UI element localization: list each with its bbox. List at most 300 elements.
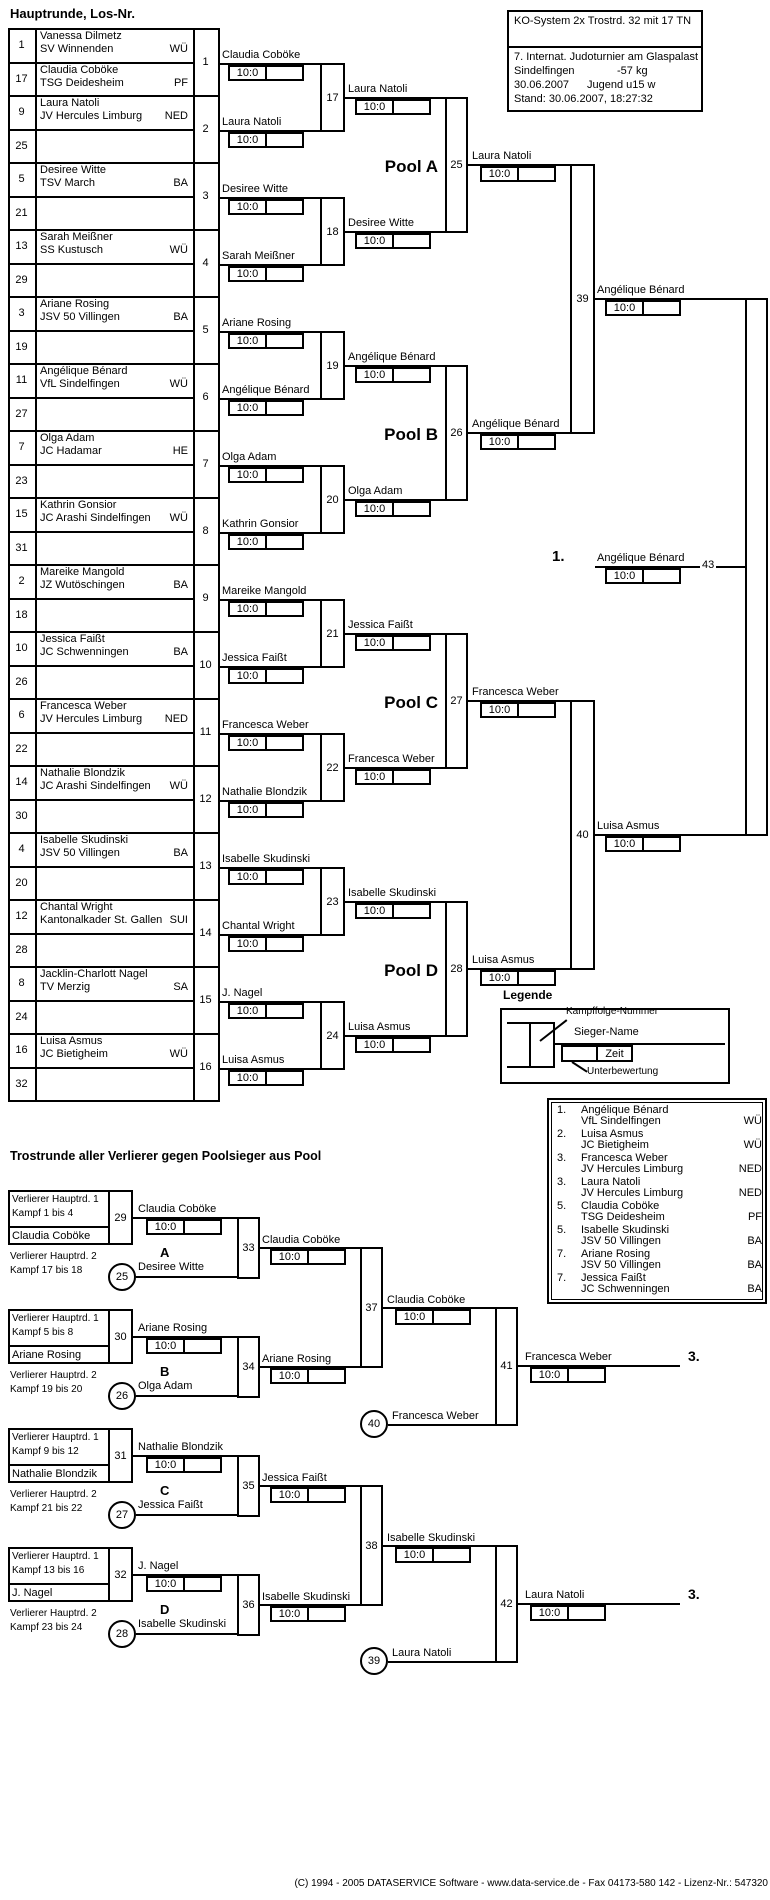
entry-name: Chantal Wright bbox=[40, 901, 113, 913]
grid-line bbox=[8, 1226, 108, 1228]
event-name: 7. Internat. Judoturnier am Glaspalast bbox=[514, 51, 699, 63]
score-box bbox=[605, 300, 681, 316]
score-box bbox=[146, 1338, 222, 1354]
time-cell bbox=[569, 1369, 604, 1381]
age-category: Jugend u15 w bbox=[587, 79, 656, 91]
match-connector: 37 bbox=[360, 1247, 383, 1368]
time-cell bbox=[394, 235, 429, 247]
grid-line bbox=[8, 598, 193, 600]
match-connector: 28 bbox=[445, 901, 468, 1037]
entry-club-row bbox=[40, 77, 188, 89]
score-value: 10:0 bbox=[532, 1607, 569, 1619]
entry-lot: 15 bbox=[15, 508, 28, 520]
entry-lot: 26 bbox=[15, 675, 28, 688]
legend-score-cell bbox=[563, 1047, 598, 1060]
entry-lot: 24 bbox=[15, 1010, 28, 1023]
time-cell bbox=[309, 1489, 344, 1501]
page-title: Hauptrunde, Los-Nr. bbox=[10, 6, 135, 21]
entry-assoc: WÜ bbox=[169, 1048, 188, 1060]
score-box bbox=[228, 467, 304, 483]
time-cell bbox=[519, 436, 554, 448]
seed-circle: 39 bbox=[360, 1647, 388, 1675]
footer-credits: (C) 1994 - 2005 DATASERVICE Software - www.data-service.de - Fax 04173-580 142 - Lizenz-Nr.: 547320 bbox=[294, 1878, 768, 1889]
winner-name: Francesca Weber bbox=[525, 1351, 612, 1364]
entry-lot: 19 bbox=[15, 340, 28, 353]
placement-assoc: NED bbox=[738, 1163, 762, 1175]
time-cell bbox=[519, 704, 554, 716]
time-cell bbox=[267, 268, 302, 280]
placement-rank: 5. bbox=[557, 1224, 567, 1236]
score-value: 10:0 bbox=[230, 402, 267, 414]
score-value: 10:0 bbox=[357, 1039, 394, 1051]
score-value: 10:0 bbox=[272, 1251, 309, 1263]
placement-club: JC Schwenningen bbox=[581, 1283, 670, 1295]
grid-line bbox=[218, 28, 220, 1102]
placement-name: Angélique Bénard bbox=[581, 1104, 669, 1116]
score-value: 10:0 bbox=[357, 637, 394, 649]
winner-name: Laura Natoli bbox=[348, 82, 408, 95]
entry-club: JSV 50 Villingen bbox=[40, 847, 120, 859]
score-value: 10:0 bbox=[357, 101, 394, 113]
entry-name: Luisa Asmus bbox=[40, 1035, 103, 1047]
weight-class: -57 kg bbox=[617, 65, 648, 77]
tournament-system-box bbox=[507, 10, 703, 48]
entry-lot: 27 bbox=[15, 407, 28, 420]
time-cell bbox=[394, 637, 429, 649]
placement-assoc: BA bbox=[747, 1283, 762, 1295]
winner-name: Luisa Asmus bbox=[348, 1020, 411, 1033]
score-value: 10:0 bbox=[482, 704, 519, 716]
bracket-line bbox=[388, 1424, 497, 1426]
bracket-line bbox=[388, 1661, 497, 1663]
time-cell bbox=[394, 905, 429, 917]
winner-name: Luisa Asmus bbox=[597, 819, 660, 832]
time-cell bbox=[394, 369, 429, 381]
entry-name: Francesca Weber bbox=[40, 700, 127, 712]
score-value: 10:0 bbox=[482, 436, 519, 448]
seed-name: Desiree Witte bbox=[138, 1261, 205, 1273]
entry-lot: 13 bbox=[15, 240, 28, 252]
loser-range-text: Kampf 19 bis 20 bbox=[10, 1384, 83, 1395]
score-box bbox=[270, 1368, 346, 1384]
time-cell bbox=[309, 1251, 344, 1263]
legend-stub-line bbox=[507, 1066, 531, 1068]
time-cell bbox=[644, 570, 679, 582]
winner-name: Isabelle Skudinski bbox=[348, 886, 437, 899]
winner-name: Olga Adam bbox=[348, 484, 403, 497]
entry-lot: 17 bbox=[15, 72, 28, 85]
time-cell bbox=[267, 804, 302, 816]
entry-lot: 2 bbox=[18, 575, 25, 587]
match-connector: 20 bbox=[320, 465, 345, 534]
entry-lot: 3 bbox=[18, 307, 25, 319]
time-cell bbox=[267, 603, 302, 615]
placement-name: Laura Natoli bbox=[581, 1176, 641, 1188]
match-connector bbox=[745, 298, 768, 836]
score-value: 10:0 bbox=[148, 1340, 185, 1352]
match-connector: 42 bbox=[495, 1545, 518, 1664]
grid-line bbox=[8, 1583, 108, 1585]
winner-name: Jessica Faißt bbox=[348, 618, 413, 631]
pair-number: 13 bbox=[199, 859, 212, 872]
time-cell bbox=[185, 1340, 220, 1352]
placement-rank: 7. bbox=[557, 1248, 567, 1260]
time-cell bbox=[644, 302, 679, 314]
score-box bbox=[228, 534, 304, 550]
time-cell bbox=[644, 838, 679, 850]
loser-range-text: Kampf 9 bis 12 bbox=[12, 1446, 79, 1457]
score-box bbox=[228, 1003, 304, 1019]
winner-name: Angélique Bénard bbox=[222, 384, 310, 396]
stand-timestamp: Stand: 30.06.2007, 18:27:32 bbox=[514, 93, 653, 105]
loser-source-text: Verlierer Hauptrd. 1 bbox=[12, 1551, 99, 1562]
entry-lot: 22 bbox=[15, 742, 28, 755]
score-box bbox=[146, 1576, 222, 1592]
winner-name: Ariane Rosing bbox=[138, 1322, 208, 1334]
entry-lot: 12 bbox=[15, 910, 28, 922]
entry-name: Laura Natoli bbox=[40, 97, 100, 109]
entry-lot: 9 bbox=[18, 106, 25, 118]
seed-circle: 40 bbox=[360, 1410, 388, 1438]
grid-line bbox=[8, 1000, 193, 1002]
winner-name: Sarah Meißner bbox=[222, 250, 295, 262]
entry-club-row bbox=[40, 579, 188, 591]
score-box bbox=[228, 668, 304, 684]
score-box bbox=[480, 166, 556, 182]
time-cell bbox=[434, 1549, 469, 1561]
entry-name: Kathrin Gonsior bbox=[40, 499, 117, 511]
consolation-title: Trostrunde aller Verlierer gegen Poolsieger aus Pool bbox=[10, 1149, 322, 1163]
score-box bbox=[355, 769, 431, 785]
winner-name: Isabelle Skudinski bbox=[387, 1531, 476, 1544]
winner-name: Angélique Bénard bbox=[348, 350, 436, 363]
grid-line bbox=[8, 799, 193, 801]
loser-source-text: Verlierer Hauptrd. 2 bbox=[10, 1489, 97, 1500]
bracket-line bbox=[136, 1514, 239, 1516]
entry-club-row bbox=[40, 914, 188, 926]
score-box bbox=[228, 199, 304, 215]
score-value: 10:0 bbox=[230, 536, 267, 548]
placement-rank: 3. bbox=[557, 1152, 567, 1164]
score-value: 10:0 bbox=[230, 737, 267, 749]
grid-line bbox=[8, 263, 193, 265]
score-box bbox=[395, 1547, 471, 1563]
time-cell bbox=[267, 469, 302, 481]
entry-club: JC Bietigheim bbox=[40, 1048, 108, 1060]
score-value: 10:0 bbox=[230, 1072, 267, 1084]
time-cell bbox=[434, 1311, 469, 1323]
loser-source-text: Verlierer Hauptrd. 2 bbox=[10, 1370, 97, 1381]
score-value: 10:0 bbox=[230, 335, 267, 347]
time-cell bbox=[394, 1039, 429, 1051]
entry-lot: 31 bbox=[15, 541, 28, 554]
entry-lot: 30 bbox=[15, 809, 28, 822]
score-value: 10:0 bbox=[230, 804, 267, 816]
placement-rank: 5. bbox=[557, 1200, 567, 1212]
entry-assoc: WÜ bbox=[169, 378, 188, 390]
entry-lot: 5 bbox=[18, 173, 25, 185]
legend-number-label: Kampffolge-Nummer bbox=[566, 1006, 659, 1017]
match-connector: 27 bbox=[445, 633, 468, 769]
winner-name: Francesca Weber bbox=[222, 719, 309, 731]
score-box bbox=[480, 434, 556, 450]
score-box bbox=[228, 802, 304, 818]
score-box bbox=[355, 635, 431, 651]
entry-lot: 7 bbox=[18, 441, 25, 453]
entry-lot: 8 bbox=[18, 977, 25, 989]
entry-lot: 10 bbox=[15, 642, 28, 654]
match-connector: 23 bbox=[320, 867, 345, 936]
placement-rank: 2. bbox=[557, 1128, 567, 1140]
score-value: 10:0 bbox=[148, 1578, 185, 1590]
time-cell bbox=[267, 335, 302, 347]
score-box bbox=[146, 1457, 222, 1473]
pair-number: 10 bbox=[199, 658, 212, 671]
third-place-label: 3. bbox=[688, 1348, 700, 1365]
entry-lot: 32 bbox=[15, 1077, 28, 1090]
time-cell bbox=[394, 771, 429, 783]
entry-club-row bbox=[40, 311, 188, 323]
score-value: 10:0 bbox=[230, 469, 267, 481]
entry-club-row bbox=[40, 847, 188, 859]
pool-label: Pool B bbox=[384, 424, 438, 444]
match-number: 29 bbox=[114, 1211, 127, 1224]
pair-number: 5 bbox=[202, 323, 209, 336]
legend-connector bbox=[529, 1022, 555, 1068]
placement-club: JC Bietigheim bbox=[581, 1139, 649, 1151]
score-box bbox=[228, 869, 304, 885]
winner-name: Luisa Asmus bbox=[472, 953, 535, 966]
match-number: 30 bbox=[114, 1330, 127, 1343]
entry-assoc: NED bbox=[164, 713, 188, 725]
seed-name: Laura Natoli bbox=[392, 1647, 452, 1659]
winner-name: Nathalie Blondzik bbox=[222, 786, 307, 798]
score-value: 10:0 bbox=[357, 503, 394, 515]
winner-name: Luisa Asmus bbox=[222, 1054, 285, 1066]
seed-circle: 28 bbox=[108, 1620, 136, 1648]
grid-line bbox=[8, 531, 193, 533]
entry-club-row bbox=[40, 1048, 188, 1060]
bracket-line bbox=[136, 1395, 239, 1397]
entry-name: Olga Adam bbox=[40, 432, 95, 444]
placement-club: VfL Sindelfingen bbox=[581, 1115, 661, 1127]
winner-name: Francesca Weber bbox=[348, 752, 435, 765]
time-cell bbox=[267, 134, 302, 146]
score-box bbox=[605, 836, 681, 852]
time-cell bbox=[519, 972, 554, 984]
match-connector: 36 bbox=[237, 1574, 260, 1636]
entry-assoc: SUI bbox=[169, 914, 188, 926]
entry-name: Sarah Meißner bbox=[40, 231, 113, 243]
loser-source-text: Verlierer Hauptrd. 1 bbox=[12, 1313, 99, 1324]
score-box bbox=[355, 99, 431, 115]
winner-name: J. Nagel bbox=[138, 1560, 179, 1572]
entry-lot: 1 bbox=[18, 39, 25, 51]
score-value: 10:0 bbox=[357, 771, 394, 783]
entry-club: TSG Deidesheim bbox=[40, 76, 124, 89]
score-value: 10:0 bbox=[272, 1608, 309, 1620]
grid-line bbox=[8, 1345, 108, 1347]
pair-number: 2 bbox=[202, 122, 209, 135]
score-value: 10:0 bbox=[607, 302, 644, 314]
winner-name: Jessica Faißt bbox=[262, 1472, 327, 1484]
winner-name: Claudia Coböke bbox=[138, 1203, 217, 1215]
winner-name: Mareike Mangold bbox=[222, 585, 307, 597]
grid-line bbox=[8, 1067, 193, 1069]
seed-name: Jessica Faißt bbox=[138, 1499, 203, 1511]
loser-range-text: Kampf 5 bis 8 bbox=[12, 1327, 74, 1338]
score-box bbox=[270, 1606, 346, 1622]
entry-club-row bbox=[40, 244, 188, 256]
entry-club-row bbox=[40, 646, 188, 658]
time-cell bbox=[267, 536, 302, 548]
entry-lot: 21 bbox=[15, 206, 28, 219]
entry-club: JSV 50 Villingen bbox=[40, 311, 120, 323]
score-value: 10:0 bbox=[607, 570, 644, 582]
pool-label: Pool C bbox=[384, 692, 438, 712]
loser-source-text: Verlierer Hauptrd. 1 bbox=[12, 1194, 99, 1205]
match-connector: 26 bbox=[445, 365, 468, 501]
placement-club: TSG Deidesheim bbox=[581, 1211, 665, 1223]
time-cell bbox=[185, 1578, 220, 1590]
placement-name: Ariane Rosing bbox=[581, 1248, 651, 1260]
seed-circle: 26 bbox=[108, 1382, 136, 1410]
entry-name: Angélique Bénard bbox=[40, 365, 128, 377]
entry-club-row bbox=[40, 713, 188, 725]
time-cell bbox=[267, 871, 302, 883]
pool-label: Pool D bbox=[384, 960, 438, 980]
seed-circle: 25 bbox=[108, 1263, 136, 1291]
entry-club: SV Winnenden bbox=[40, 43, 114, 55]
match-connector: 25 bbox=[445, 97, 468, 233]
time-cell bbox=[267, 402, 302, 414]
entry-lot: 23 bbox=[15, 474, 28, 487]
placement-assoc: NED bbox=[738, 1187, 762, 1199]
entry-assoc: BA bbox=[173, 311, 188, 323]
score-box bbox=[228, 735, 304, 751]
winner-name: Desiree Witte bbox=[348, 216, 415, 229]
score-value: 10:0 bbox=[482, 168, 519, 180]
entry-assoc: PF bbox=[173, 76, 188, 89]
bracket-line bbox=[136, 1633, 239, 1635]
pair-number: 15 bbox=[199, 993, 212, 1006]
placement-name: Claudia Coböke bbox=[581, 1200, 660, 1212]
winner-name: Angélique Bénard bbox=[597, 283, 685, 296]
time-cell bbox=[267, 670, 302, 682]
entry-assoc: WÜ bbox=[169, 244, 188, 256]
group-letter: D bbox=[160, 1602, 170, 1617]
entry-name: Claudia Coböke bbox=[40, 63, 119, 76]
seed-name: Isabelle Skudinski bbox=[138, 1618, 227, 1630]
score-box bbox=[355, 501, 431, 517]
entry-club-row bbox=[40, 177, 188, 189]
winner-name: Nathalie Blondzik bbox=[138, 1441, 223, 1453]
placement-assoc: BA bbox=[747, 1235, 762, 1247]
score-value: 10:0 bbox=[230, 134, 267, 146]
entry-assoc: BA bbox=[173, 177, 188, 189]
score-box bbox=[228, 333, 304, 349]
winner-name: Laura Natoli bbox=[222, 116, 282, 128]
score-value: 10:0 bbox=[230, 938, 267, 950]
entry-name: Ariane Rosing bbox=[40, 298, 110, 310]
time-cell bbox=[309, 1370, 344, 1382]
placement-club: JSV 50 Villingen bbox=[581, 1259, 661, 1271]
winner-name: Angélique Bénard bbox=[597, 551, 685, 564]
loser-range-text: Kampf 17 bis 18 bbox=[10, 1265, 83, 1276]
score-value: 10:0 bbox=[148, 1221, 185, 1233]
score-box bbox=[480, 702, 556, 718]
legend-winner-label: Sieger-Name bbox=[574, 1026, 639, 1038]
score-value: 10:0 bbox=[357, 235, 394, 247]
winner-name: Desiree Witte bbox=[222, 183, 289, 195]
score-box bbox=[355, 233, 431, 249]
winner-name: Laura Natoli bbox=[472, 149, 532, 162]
placement-assoc: WÜ bbox=[743, 1139, 762, 1151]
time-cell bbox=[309, 1608, 344, 1620]
loser-source-text: Verlierer Hauptrd. 2 bbox=[10, 1251, 97, 1262]
score-box bbox=[228, 601, 304, 617]
entry-lot: 6 bbox=[18, 709, 25, 721]
placement-rank: 1. bbox=[557, 1104, 567, 1116]
pair-number: 4 bbox=[202, 256, 209, 269]
match-connector: 41 bbox=[495, 1307, 518, 1427]
score-box bbox=[480, 970, 556, 986]
entry-club: TV Merzig bbox=[40, 981, 91, 993]
score-value: 10:0 bbox=[230, 871, 267, 883]
placement-assoc: BA bbox=[747, 1259, 762, 1271]
placement-name: Isabelle Skudinski bbox=[581, 1224, 670, 1236]
winner-name: Angélique Bénard bbox=[472, 417, 560, 430]
score-value: 10:0 bbox=[607, 838, 644, 850]
group-letter: C bbox=[160, 1483, 170, 1498]
time-cell bbox=[267, 201, 302, 213]
placement-name: Jessica Faißt bbox=[581, 1272, 646, 1284]
placement-assoc: PF bbox=[747, 1211, 762, 1223]
winner-name: Isabelle Skudinski bbox=[262, 1591, 351, 1603]
score-value: 10:0 bbox=[397, 1549, 434, 1561]
winner-name: Kathrin Gonsior bbox=[222, 518, 299, 530]
entry-lot: 25 bbox=[15, 139, 28, 152]
score-box bbox=[355, 903, 431, 919]
score-box bbox=[270, 1487, 346, 1503]
entry-name: Isabelle Skudinski bbox=[40, 834, 129, 846]
entry-assoc: SA bbox=[173, 981, 188, 993]
time-cell bbox=[267, 1072, 302, 1084]
entry-name: Desiree Witte bbox=[40, 164, 107, 176]
entry-name: Mareike Mangold bbox=[40, 566, 125, 578]
match-connector: 19 bbox=[320, 331, 345, 400]
loser-source-text: Verlierer Hauptrd. 1 bbox=[12, 1432, 99, 1443]
score-value: 10:0 bbox=[230, 1005, 267, 1017]
entry-lot: 11 bbox=[15, 374, 28, 386]
time-cell bbox=[394, 101, 429, 113]
tournament-info-box bbox=[507, 46, 703, 112]
pair-number: 9 bbox=[202, 591, 209, 604]
entry-lot: 4 bbox=[18, 843, 25, 855]
score-box bbox=[395, 1309, 471, 1325]
entry-lot: 16 bbox=[15, 1044, 28, 1056]
pair-number: 3 bbox=[202, 189, 209, 202]
entry-club-row bbox=[40, 981, 188, 993]
pair-number: 6 bbox=[202, 390, 209, 403]
match-connector: 40 bbox=[570, 700, 595, 970]
entry-club: JV Hercules Limburg bbox=[40, 713, 143, 725]
match-connector: 39 bbox=[570, 164, 595, 434]
pair-number: 8 bbox=[202, 524, 209, 537]
grid-line bbox=[8, 330, 193, 332]
match-connector: 33 bbox=[237, 1217, 260, 1279]
entry-club: JV Hercules Limburg bbox=[40, 110, 143, 122]
